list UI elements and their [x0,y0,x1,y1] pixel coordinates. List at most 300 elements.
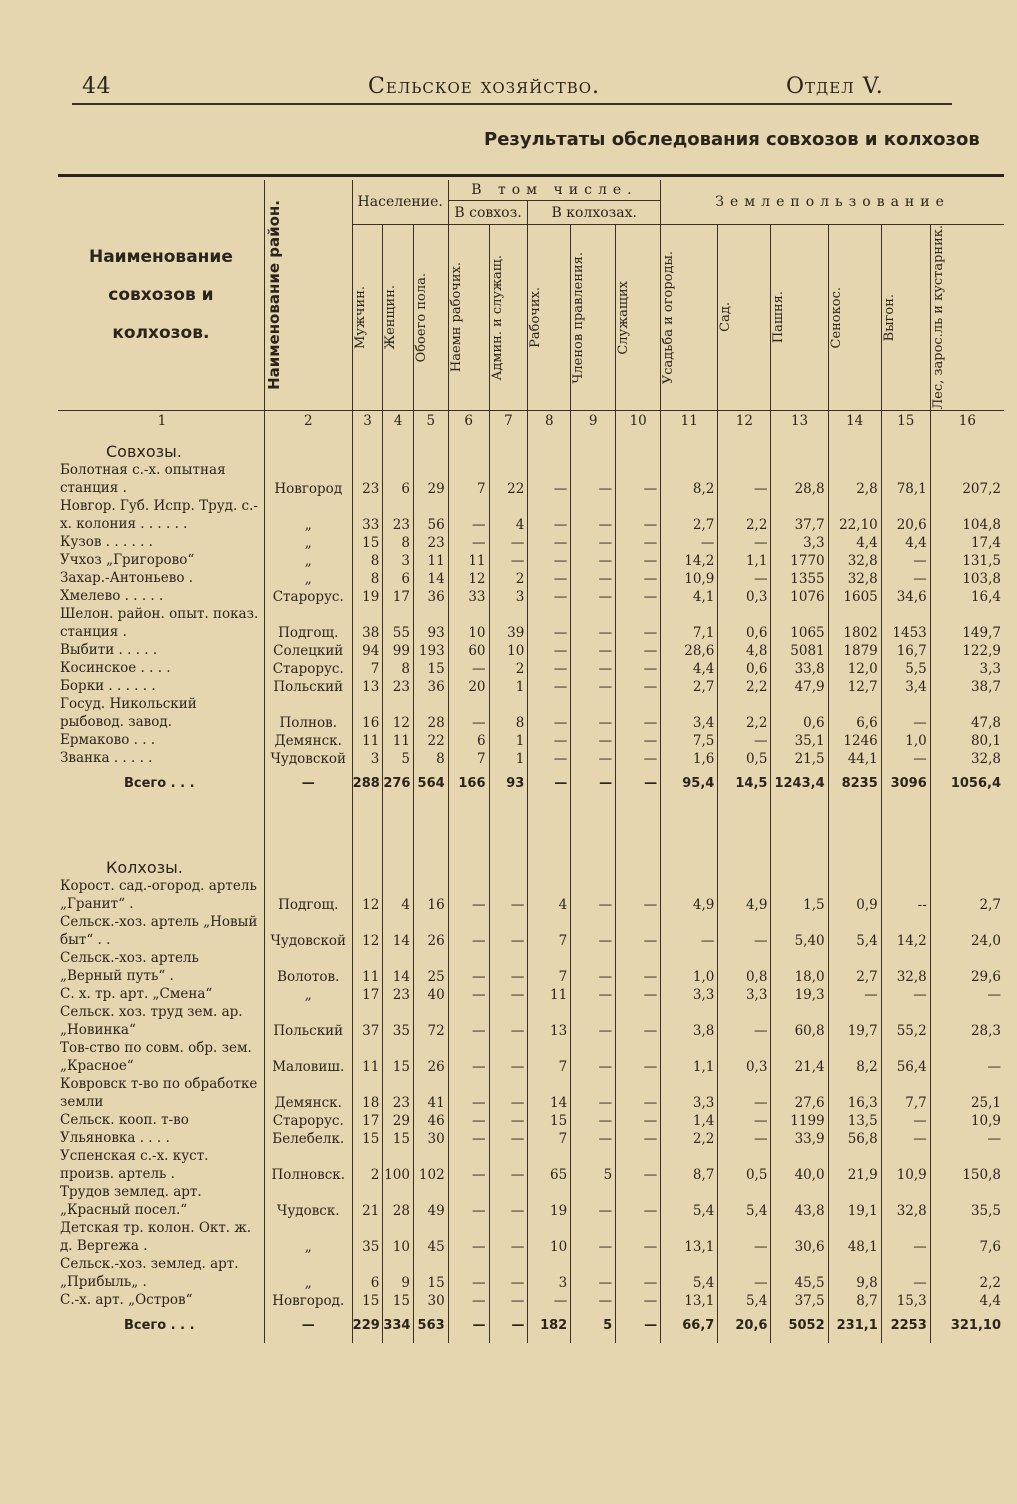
sovkhoz-value: — [616,641,661,659]
sovkhoz-value: 8 [352,569,383,587]
kolkhoz-value: 25,1 [930,1075,1004,1111]
sovkhoz-value: — [528,461,571,497]
sovkhoz-value: — [616,605,661,641]
kolkhoz-value: 45,5 [771,1255,828,1291]
col-admin-header: Админ. и служащ. [489,225,528,411]
kolkhoz-value: 1199 [771,1111,828,1129]
sovkhoz-value: 2,8 [828,461,881,497]
sovkhoz-value: 14,2 [661,551,718,569]
sovkhoz-value: 33 [448,587,489,605]
kolkhoz-value: — [571,1183,616,1219]
kolkhoz-value: — [616,913,661,949]
kolkhoz-value: 4,9 [661,877,718,913]
sovkhoz-value: — [448,659,489,677]
kolkhoz-value: 5,4 [661,1255,718,1291]
kolkhoz-name: С.-х. арт. „Остров“ [60,1291,193,1308]
kolkhoz-value: 3 [528,1255,571,1291]
kolkhoz-value: — [448,949,489,985]
sovkhoz-total-value: — [616,767,661,801]
kolkhoz-value: 15 [383,1129,414,1147]
sovkhoz-value: — [718,461,771,497]
kolkhoz-value: 15 [352,1129,383,1147]
sovkhoz-value: 1 [489,677,528,695]
sovkhoz-value: 10,9 [661,569,718,587]
kolkhoz-row [58,985,1004,1003]
kolkhoz-value: — [616,1003,661,1039]
column-number: 7 [489,410,528,431]
kolkhoz-value: — [489,1255,528,1291]
column-number: 16 [930,410,1004,431]
sovkhoz-value: 122,9 [930,641,1004,659]
kolkhoz-name: Трудов землед. арт. „Красный посел.“ [60,1183,202,1218]
empty-cell [528,847,571,877]
sovkhoz-value: — [528,497,571,533]
sovkhoz-name: Кузов . . . . . . [60,533,153,550]
sovkhoz-value: — [528,749,571,767]
kolkhoz-value: 7 [528,913,571,949]
kolkhoz-value: 4,9 [718,877,771,913]
kolkhoz-district: Польский [264,1003,352,1039]
sovkhoz-value: — [448,695,489,731]
kolkhoz-value: 24,0 [930,913,1004,949]
sovkhoz-value: 37,7 [771,497,828,533]
empty-cell [413,847,448,877]
sovkhoz-district: Подгощ. [264,605,352,641]
kolkhoz-value: — [448,877,489,913]
sovkhoz-row [58,461,1004,497]
sovkhoz-value: 7,5 [661,731,718,749]
sovkhoz-value: 28,6 [661,641,718,659]
kolkhoz-district: Старорус. [264,1111,352,1129]
sovkhoz-value: 11 [413,551,448,569]
sovkhoz-total-value: 288 [352,767,383,801]
sovkhoz-value: 1 [489,749,528,767]
sovkhoz-value: 4,8 [718,641,771,659]
kolkhoz-value: 4 [383,877,414,913]
kolkhoz-value: — [571,1219,616,1255]
sovkhoz-value: — [616,461,661,497]
kolkhoz-value: 26 [413,913,448,949]
sovkhoz-value: 33 [352,497,383,533]
kolkhoz-value: — [489,913,528,949]
kolkhoz-value: — [571,1075,616,1111]
empty-cell [881,431,930,461]
sovkhoz-value: 15 [413,659,448,677]
sovkhoz-value: — [489,533,528,551]
col-district-header: Наименование район. [264,180,352,410]
kolkhoz-district: Белебелк. [264,1129,352,1147]
column-number: 1 [58,410,264,431]
col-men-header: Мужчин. [352,225,383,411]
kolkhoz-district: Чудовск. [264,1183,352,1219]
kolkhoz-district: „ [264,1219,352,1255]
sovkhoz-value: — [448,533,489,551]
sovkhoz-district: Старорус. [264,587,352,605]
sovkhoz-value: 23 [352,461,383,497]
sovkhoz-value: — [571,749,616,767]
kolkhoz-value: 46 [413,1111,448,1129]
kolkhoz-total-value: 182 [528,1309,571,1343]
sovkhoz-district: Солецкий [264,641,352,659]
sovkhoz-row [58,731,1004,749]
sovkhoz-name: Учхоз „Григорово“ [60,551,195,568]
column-number: 5 [413,410,448,431]
sovkhoz-value: — [616,695,661,731]
column-number: 3 [352,410,383,431]
col-garden-header: Сад. [718,225,771,411]
sovkhoz-value: 8 [352,551,383,569]
sovkhoz-value: 3 [489,587,528,605]
sovkhoz-value: — [616,497,661,533]
kolkhoz-value: — [448,913,489,949]
sovkhoz-value: 7 [352,659,383,677]
sovkhoz-value: 12 [383,695,414,731]
sovkhoz-value: 1076 [771,587,828,605]
sovkhoz-value: 38,7 [930,677,1004,695]
sovkhoz-total-value: 14,5 [718,767,771,801]
empty-cell [528,431,571,461]
sovkhoz-value: — [528,659,571,677]
sovkhoz-value: — [616,749,661,767]
kolkhoz-value: — [718,1219,771,1255]
kolkhoz-value: — [718,1075,771,1111]
kolkhoz-value: — [616,985,661,1003]
col-workers-header: Рабочих. [528,225,571,411]
sovkhoz-value: 7 [448,461,489,497]
col-in-kolkhoz-header: В колхозах. [528,201,661,225]
sovkhoz-value: — [571,533,616,551]
kolkhoz-name: Сельск.-хоз. артель „Верный путь“ . [60,949,199,984]
sovkhoz-value: 1,6 [661,749,718,767]
kolkhoz-value: 19,3 [771,985,828,1003]
sovkhoz-total-value: 3096 [881,767,930,801]
sovkhoz-value: 17,4 [930,533,1004,551]
sovkhoz-total-row [58,767,1004,801]
sovkhoz-value: 0,6 [718,659,771,677]
kolkhoz-value: 5 [571,1147,616,1183]
kolkhoz-total-value: 2253 [881,1309,930,1343]
kolkhoz-value: 21 [352,1183,383,1219]
sovkhoz-district: Новгород [264,461,352,497]
empty-cell [352,847,383,877]
sovkhoz-total-value: — [528,767,571,801]
sovkhoz-name: Званка . . . . . [60,749,153,766]
sovkhoz-name: Выбити . . . . . [60,641,158,658]
kolkhoz-total-value: 231,1 [828,1309,881,1343]
sovkhoz-value: 94 [352,641,383,659]
sovkhoz-value: 13 [352,677,383,695]
kolkhoz-value: 14 [528,1075,571,1111]
sovkhoz-value: 55 [383,605,414,641]
kolkhoz-district: Новгород. [264,1291,352,1309]
kolkhoz-value: — [448,1111,489,1129]
sovkhoz-value: 2,2 [718,497,771,533]
empty-cell [881,847,930,877]
kolkhoz-value: 23 [383,985,414,1003]
kolkhoz-value: — [571,1255,616,1291]
kolkhoz-row [58,1255,1004,1291]
kolkhoz-value: 55,2 [881,1003,930,1039]
kolkhoz-value: 21,9 [828,1147,881,1183]
sovkhoz-value: 21,5 [771,749,828,767]
kolkhoz-value: — [489,1147,528,1183]
sovkhoz-value: 10 [489,641,528,659]
sovkhoz-value: — [571,461,616,497]
col-women-header: Женщин. [383,225,414,411]
sovkhoz-value: 4,4 [881,533,930,551]
kolkhoz-value: — [616,1147,661,1183]
kolkhoz-value: 41 [413,1075,448,1111]
empty-cell [661,801,718,847]
kolkhoz-value: 11 [352,1039,383,1075]
empty-cell [616,431,661,461]
sovkhoz-value: — [616,533,661,551]
kolkhoz-value: — [616,1129,661,1147]
kolkhoz-value: — [489,1183,528,1219]
kolkhoz-district: Полновск. [264,1147,352,1183]
sovkhoz-value: 19 [352,587,383,605]
sovkhoz-row [58,749,1004,767]
kolkhoz-name: Тов-ство по совм. обр. зем. „Красное“ [60,1039,252,1074]
sovkhoz-total-value: 276 [383,767,414,801]
kolkhoz-value: 30 [413,1129,448,1147]
kolkhoz-row [58,1003,1004,1039]
sovkhoz-total-value: 1243,4 [771,767,828,801]
empty-cell [352,801,383,847]
sovkhoz-value: — [571,659,616,677]
col-in-total-header: В том числе. [448,180,660,201]
sovkhoz-total-value: 8235 [828,767,881,801]
kolkhoz-value: 7 [528,949,571,985]
sovkhoz-section-header [58,431,1004,461]
kolkhoz-district: Демянск. [264,1075,352,1111]
kolkhoz-value: 40 [413,985,448,1003]
sovkhoz-value: 3,4 [881,677,930,695]
kolkhoz-value: — [571,1111,616,1129]
kolkhoz-value: — [718,1129,771,1147]
kolkhoz-value: 35 [352,1219,383,1255]
kolkhoz-value: 0,9 [828,877,881,913]
kolkhoz-row [58,1075,1004,1111]
empty-cell [352,431,383,461]
kolkhoz-value: 2,2 [930,1255,1004,1291]
kolkhoz-value: — [881,985,930,1003]
sovkhoz-value: — [528,695,571,731]
kolkhoz-total-value: 563 [413,1309,448,1343]
kolkhoz-row [58,1183,1004,1219]
kolkhoz-value: 0,3 [718,1039,771,1075]
sovkhoz-row [58,587,1004,605]
kolkhoz-value: 19 [528,1183,571,1219]
sovkhoz-value: 47,8 [930,695,1004,731]
sovkhoz-value: 104,8 [930,497,1004,533]
kolkhoz-row [58,1111,1004,1129]
kolkhoz-name: Ульяновка . . . . [60,1129,170,1146]
kolkhoz-row [58,949,1004,985]
kolkhoz-value: 32,8 [881,1183,930,1219]
kolkhoz-value: 13,5 [828,1111,881,1129]
sovkhoz-district: Полнов. [264,695,352,731]
kolkhoz-value: 11 [528,985,571,1003]
sovkhoz-value: 34,6 [881,587,930,605]
sovkhoz-value: — [528,677,571,695]
kolkhoz-value: 3,3 [718,985,771,1003]
sovkhoz-value: — [571,695,616,731]
kolkhoz-value: 29 [383,1111,414,1129]
kolkhoz-total-value: — [489,1309,528,1343]
empty-cell [661,431,718,461]
kolkhoz-value: — [930,1129,1004,1147]
sovkhoz-value: — [616,569,661,587]
empty-cell [571,847,616,877]
kolkhoz-name: Сельск. хоз. труд зем. ар. „Новинка“ [60,1003,243,1038]
col-estate-header: Усадьба и огороды. [661,225,718,411]
kolkhoz-value: 7,7 [881,1075,930,1111]
kolkhoz-row [58,1291,1004,1309]
sovkhoz-value: 1453 [881,605,930,641]
kolkhoz-total-value: 229 [352,1309,383,1343]
column-number: 11 [661,410,718,431]
sovkhoz-value: 5081 [771,641,828,659]
kolkhoz-value: — [448,1219,489,1255]
kolkhoz-value: 0,8 [718,949,771,985]
sovkhoz-value: 2 [489,569,528,587]
kolkhoz-value: 5,4 [661,1183,718,1219]
kolkhoz-value: 2,2 [661,1129,718,1147]
empty-cell [930,431,1004,461]
col-arable-header: Пашня. [771,225,828,411]
kolkhoz-value: — [930,1039,1004,1075]
kolkhoz-value: 48,1 [828,1219,881,1255]
kolkhoz-value: — [881,1255,930,1291]
kolkhoz-name: Ковровск т-во по обработке земли [60,1075,258,1110]
sovkhoz-value: 15 [352,533,383,551]
column-number: 10 [616,410,661,431]
sovkhoz-district: „ [264,497,352,533]
kolkhoz-value: — [448,1147,489,1183]
kolkhoz-value: 26 [413,1039,448,1075]
kolkhoz-value: — [448,985,489,1003]
sovkhoz-value: — [718,533,771,551]
sovkhoz-value: 16,4 [930,587,1004,605]
col-land-use-header: Землепользование [661,180,1004,225]
kolkhoz-total-value: — [616,1309,661,1343]
kolkhoz-district: Волотов. [264,949,352,985]
empty-cell [413,801,448,847]
kolkhoz-value: 15 [383,1039,414,1075]
kolkhoz-value: 12 [352,877,383,913]
kolkhoz-row [58,1219,1004,1255]
sovkhoz-value: 6 [383,569,414,587]
kolkhoz-value: — [616,1219,661,1255]
sovkhoz-value: 60 [448,641,489,659]
sovkhoz-value: 32,8 [930,749,1004,767]
kolkhoz-value: 13 [528,1003,571,1039]
column-number: 6 [448,410,489,431]
sovkhoz-value: 6 [383,461,414,497]
sovkhoz-value: 39 [489,605,528,641]
kolkhoz-value: — [489,877,528,913]
kolkhoz-value: 29,6 [930,949,1004,985]
column-number: 13 [771,410,828,431]
table-title: Результаты обследования совхозов и колхозов [484,129,980,150]
kolkhoz-value: 7 [528,1129,571,1147]
sovkhoz-row [58,533,1004,551]
sovkhoz-district: „ [264,551,352,569]
empty-cell [881,801,930,847]
kolkhoz-value: 17 [352,985,383,1003]
kolkhoz-value: 30 [413,1291,448,1309]
data-table-wrapper [58,180,1004,1343]
sovkhoz-value: 103,8 [930,569,1004,587]
sovkhoz-value: 11 [383,731,414,749]
kolkhoz-value: 56,4 [881,1039,930,1075]
sovkhoz-value: 2 [489,659,528,677]
sovkhoz-value: — [616,551,661,569]
kolkhoz-value: — [571,1003,616,1039]
sovkhoz-value: 22 [489,461,528,497]
sovkhoz-value: — [489,551,528,569]
col-employees-header: Служащих [616,225,661,411]
section-gap [58,801,1004,847]
kolkhoz-total-label: Всего . . . [124,1317,195,1333]
sovkhoz-name: Косинское . . . . [60,659,171,676]
col-in-sovkhoz-header: В совхоз. [448,201,528,225]
kolkhoz-value: 13,1 [661,1291,718,1309]
sovkhoz-value: 7 [448,749,489,767]
empty-cell [448,431,489,461]
sovkhoz-value: — [718,731,771,749]
kolkhoz-value: 35,5 [930,1183,1004,1219]
kolkhoz-value: 5,4 [718,1291,771,1309]
kolkhoz-total-value: 5052 [771,1309,828,1343]
sovkhoz-district: Польский [264,677,352,695]
kolkhoz-value: — [718,1003,771,1039]
kolkhoz-district: Чудовской [264,913,352,949]
sovkhoz-name: Новгор. Губ. Испр. Труд. с.-х. колония . . . . . . [60,497,258,532]
empty-cell [616,801,661,847]
empty-cell [58,801,264,847]
sovkhoz-value: 6 [448,731,489,749]
kolkhoz-total-value: 334 [383,1309,414,1343]
sovkhoz-value: 0,3 [718,587,771,605]
sovkhoz-value: 93 [413,605,448,641]
kolkhoz-value: — [448,1003,489,1039]
kolkhoz-value: — [718,1255,771,1291]
sovkhoz-value: 23 [383,677,414,695]
sovkhoz-value: — [528,605,571,641]
column-number: 15 [881,410,930,431]
kolkhoz-value: 3,8 [661,1003,718,1039]
kolkhoz-value: 1,0 [661,949,718,985]
kolkhoz-value: — [571,1129,616,1147]
kolkhoz-value: — [616,1291,661,1309]
sovkhoz-value: — [616,677,661,695]
kolkhoz-value: 15 [383,1291,414,1309]
sovkhoz-value: 44,1 [828,749,881,767]
page-number: 44 [82,74,111,99]
kolkhoz-value: 11 [352,949,383,985]
running-title: Сельское хозяйство. [368,74,601,99]
sovkhoz-value: 11 [352,731,383,749]
sovkhoz-value: 11 [448,551,489,569]
empty-cell [718,847,771,877]
col-forest-header: Лес, зарос.ль и кустарник. [930,225,1004,411]
sovkhoz-row [58,695,1004,731]
empty-cell [571,801,616,847]
kolkhoz-value: 40,0 [771,1147,828,1183]
sovkhoz-value: — [616,731,661,749]
